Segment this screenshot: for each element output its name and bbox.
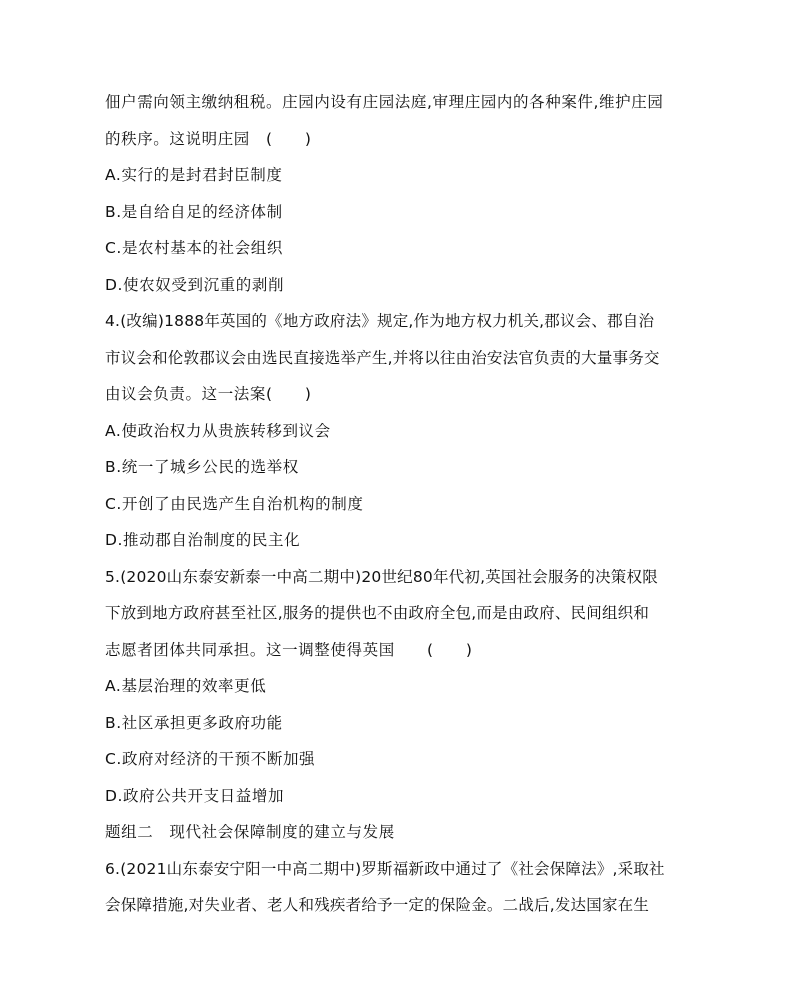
question-3-option-d: D.使农奴受到沉重的剥削 xyxy=(105,276,285,294)
question-3-stem-line-2: 的秩序。这说明庄园 ( ) xyxy=(105,130,312,148)
question-5-option-b: B.社区承担更多政府功能 xyxy=(105,714,283,732)
question-group-2-heading: 题组二 现代社会保障制度的建立与发展 xyxy=(105,823,395,841)
question-5-option-d: D.政府公共开支日益增加 xyxy=(105,787,285,805)
question-4-option-d: D.推动郡自治制度的民主化 xyxy=(105,531,301,549)
question-4-option-a: A.使政治权力从贵族转移到议会 xyxy=(105,422,331,440)
question-3-option-c: C.是农村基本的社会组织 xyxy=(105,239,283,257)
question-3-option-b: B.是自给自足的经济体制 xyxy=(105,203,283,221)
question-5-stem-line-1: 5.(2020山东泰安新泰一中高二期中)20世纪80年代初,英国社会服务的决策权限 xyxy=(105,568,658,586)
question-4-stem-line-2: 市议会和伦敦郡议会由选民直接选举产生,并将以往由治安法官负责的大量事务交 xyxy=(105,349,660,367)
question-5-stem-line-3: 志愿者团体共同承担。这一调整使得英国 ( ) xyxy=(105,641,473,659)
document-page xyxy=(105,0,695,1008)
question-5-stem-line-2: 下放到地方政府甚至社区,服务的提供也不由政府全包,而是由政府、民间组织和 xyxy=(105,604,650,622)
question-3-stem-line-1: 佃户需向领主缴纳租税。庄园内设有庄园法庭,审理庄园内的各种案件,维护庄园 xyxy=(105,93,664,111)
question-4-option-b: B.统一了城乡公民的选举权 xyxy=(105,458,299,476)
question-5-option-a: A.基层治理的效率更低 xyxy=(105,677,267,695)
question-4-stem-line-3: 由议会负责。这一法案( ) xyxy=(105,385,312,403)
question-6-stem-line-1: 6.(2021山东泰安宁阳一中高二期中)罗斯福新政中通过了《社会保障法》,采取社 xyxy=(105,860,665,878)
question-5-option-c: C.政府对经济的干预不断加强 xyxy=(105,750,316,768)
question-3-option-a: A.实行的是封君封臣制度 xyxy=(105,166,283,184)
question-4-option-c: C.开创了由民选产生自治机构的制度 xyxy=(105,495,364,513)
question-6-stem-line-2: 会保障措施,对失业者、老人和残疾者给予一定的保险金。二战后,发达国家在生 xyxy=(105,896,650,914)
question-4-stem-line-1: 4.(改编)1888年英国的《地方政府法》规定,作为地方权力机关,郡议会、郡自治 xyxy=(105,312,655,330)
